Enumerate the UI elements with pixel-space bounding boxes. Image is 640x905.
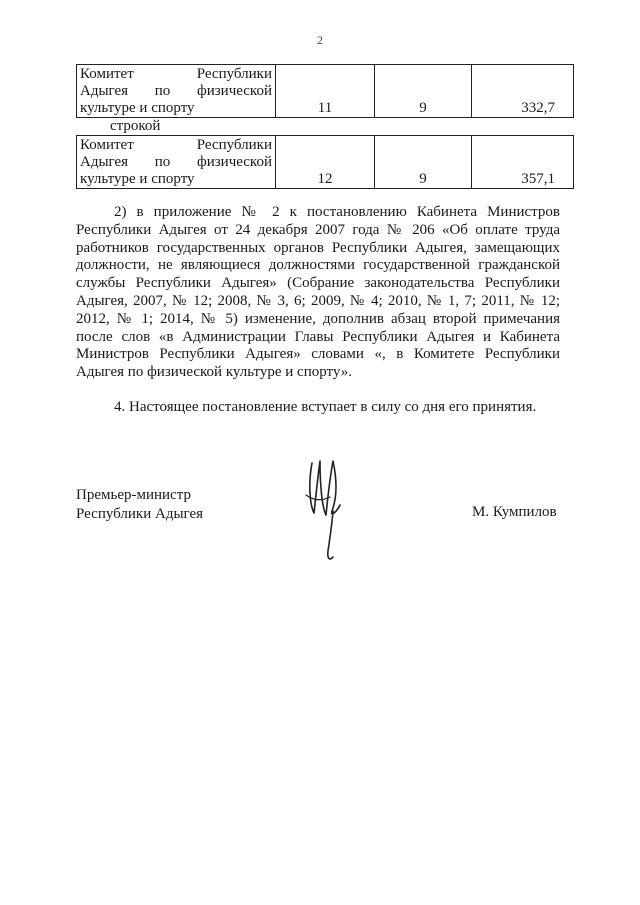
table-row (77, 65, 574, 118)
name-line (80, 66, 272, 83)
name-word: по (154, 154, 171, 170)
paragraph-amendment-2: 2) в приложение № 2 к постановлению Кабинета Министров Республики Адыгея от 24 декабря 2007 года № 206 «Об оплате труда работников государственных органов Республики Адыгея, замещающих должности, не являющиеся должностями государственной гражданской службы Республики Адыгея» (Собрание законодательства Республики Адыгея, 2007, № 12; 2008, № 3, 6; 2009, № 4; 2010, № 1, 7; 2011, № 12; 2012, № 1; 2014, № 5) изменение, дополнив абзац второй примечания после слов «в Администрации Главы Республики Адыгея и Кабинета Министров Республики Адыгея» словами «, в Комитете Республики Адыгея по физической культуре и спорту». (76, 204, 560, 381)
name-word: Адыгея (80, 83, 129, 99)
committee-name-cell (77, 65, 276, 118)
paragraph-effective-date: 4. Настоящее постановление вступает в силу со дня его принятия. (114, 399, 537, 415)
name-word: Комитет (80, 66, 134, 82)
name-word: Комитет (80, 137, 134, 153)
name-line (80, 137, 272, 154)
amount-cell: 332,7 (472, 65, 574, 118)
count-cell: 11 (276, 65, 375, 118)
name-word: Адыгея (80, 154, 129, 170)
signatory-title-line: Премьер-министр (76, 487, 191, 503)
name-line (80, 154, 272, 171)
signatory-name: М. Кумпилов (472, 504, 557, 520)
name-line (80, 83, 272, 100)
count-cell: 9 (375, 65, 472, 118)
handwritten-signature (300, 455, 350, 565)
count-cell: 9 (375, 136, 472, 189)
table-old-row (76, 64, 574, 118)
committee-name-cell (77, 136, 276, 189)
amount-cell: 357,1 (472, 136, 574, 189)
name-word: Республики (196, 66, 272, 82)
table-new-row (76, 135, 574, 189)
name-word: по (154, 83, 171, 99)
name-line (80, 100, 272, 117)
name-word: Республики (196, 137, 272, 153)
name-word: культуре и спорту (80, 171, 195, 187)
signatory-title-line: Республики Адыгея (76, 506, 204, 522)
name-word: культуре и спорту (80, 100, 195, 116)
replace-label: строкой (110, 118, 161, 134)
table-row (77, 136, 574, 189)
signatory-title (76, 486, 203, 524)
name-line (80, 171, 272, 188)
count-cell: 12 (276, 136, 375, 189)
name-word: физической (197, 154, 272, 170)
name-word: физической (197, 83, 272, 99)
page-number: 2 (317, 33, 323, 47)
